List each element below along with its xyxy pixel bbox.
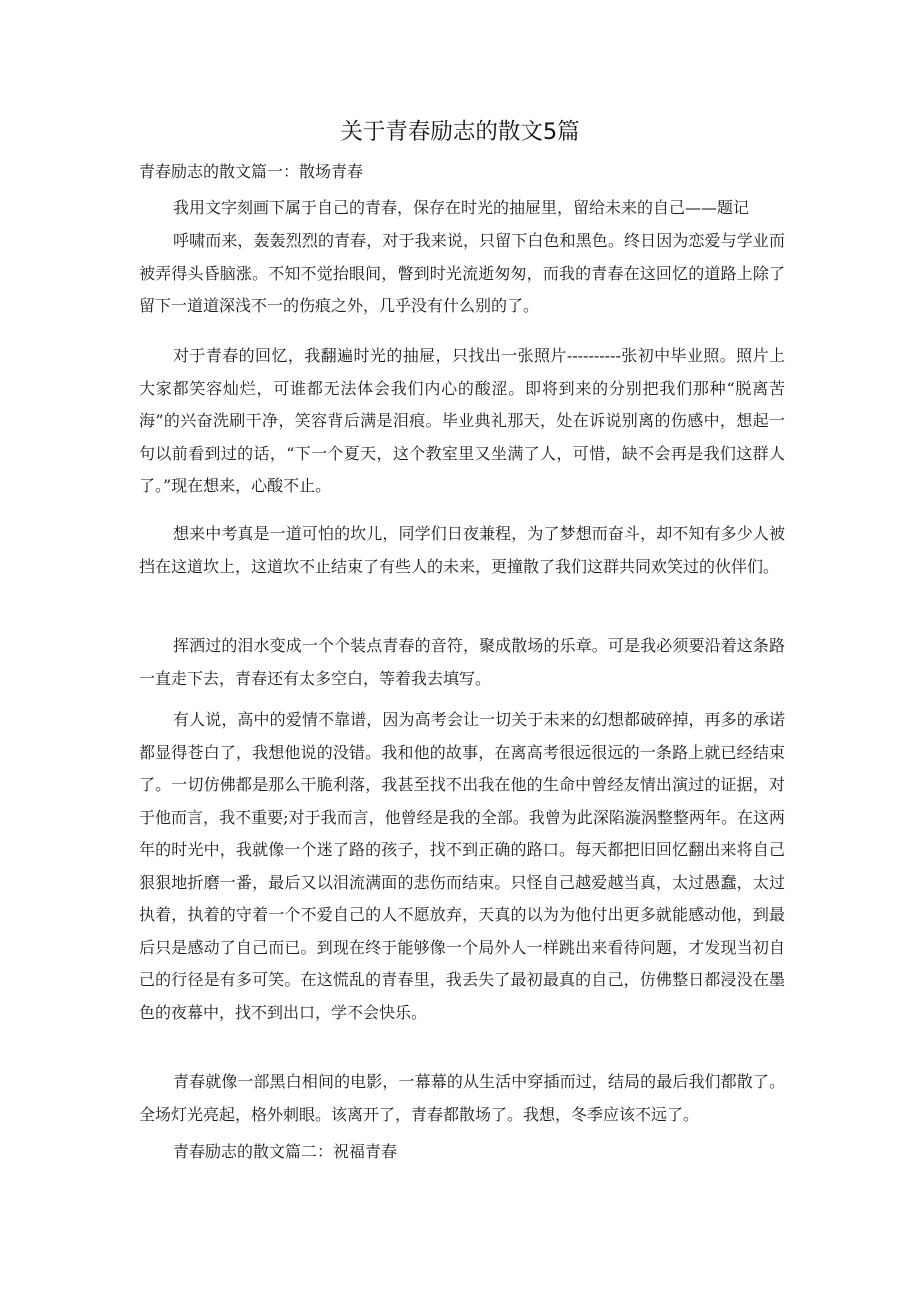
paragraph-3: 想来中考真是一道可怕的坎儿，同学们日夜兼程，为了梦想而奋斗，却不知有多少人被挡在这道坎上，这道坎不止结束了有些人的未来，更撞散了我们这群共同欢笑过的伙伴们。 xyxy=(139,524,785,576)
section-one-heading: 青春励志的散文篇一：散场青春 xyxy=(139,162,364,181)
paragraph-1: 呼啸而来，轰轰烈烈的青春，对于我来说，只留下白色和黑色。终日因为恋爱与学业而被弄得头昏脑涨。不知不觉抬眼间，瞥到时光流逝匆匆，而我的青春在这回忆的道路上除了留下一道道深浅不一的伤痕之外，几乎没有什么别的了。 xyxy=(139,231,785,315)
paragraph-6: 青春就像一部黑白相间的电影，一幕幕的从生活中穿插而过，结局的最后我们都散了。全场灯光亮起，格外刺眼。该离开了，青春都散场了。我想，冬季应该不远了。 xyxy=(139,1072,785,1124)
page-title: 关于青春励志的散文5篇 xyxy=(340,119,580,145)
paragraph-epigraph: 我用文字刻画下属于自己的青春，保存在时光的抽屉里，留给未来的自己——题记 xyxy=(173,198,750,217)
paragraph-4: 挥洒过的泪水变成一个个装点青春的音符，聚成散场的乐章。可是我必须要沿着这条路一直走下去，青春还有太多空白，等着我去填写。 xyxy=(139,636,785,688)
paragraph-5: 有人说，高中的爱情不靠谱，因为高考会让一切关于未来的幻想都破碎掉，再多的承诺都显得苍白了，我想他说的没错。我和他的故事，在离高考很远很远的一条路上就已经结束了。一切仿佛都是那么干脆利落，我甚至找不出我在他的生命中曾经友情出演过的证据，对于他而言，我不重要;对于我而言，他曾经是我的全部。我曾为此深陷漩涡整整两年。在这两年的时光中，我就像一个迷了路的孩子，找不到正确的路口。每天都把旧回忆翻出来将自己狠狠地折磨一番，最后又以泪流满面的悲伤而结束。只怪自己越爱越当真，太过愚蠢，太过执着，执着的守着一个不爱自己的人不愿放弃，天真的以为为他付出更多就能感动他，到最后只是感动了自己而已。到现在终于能够像一个局外人一样跳出来看待问题，才发现当初自己的行径是有多可笑。在这慌乱的青春里，我丢失了最初最真的自己，仿佛整日都浸没在墨色的夜幕中，找不到出口，学不会快乐。 xyxy=(139,710,785,1022)
section-two-heading: 青春励志的散文篇二：祝福青春 xyxy=(173,1142,398,1161)
paragraph-2: 对于青春的回忆，我翻遍时光的抽屉，只找出一张照片----------张初中毕业照。照片上大家都笑容灿烂，可谁都无法体会我们内心的酸涩。即将到来的分别把我们那种“脱离苦海”的兴奋洗刷干净，笑容背后满是泪痕。毕业典礼那天，处在诉说别离的伤感中，想起一句以前看到过的话，“下一个夏天，这个教室里又坐满了人，可惜，缺不会再是我们这群人了。”现在想来，心酸不止。 xyxy=(139,346,785,495)
